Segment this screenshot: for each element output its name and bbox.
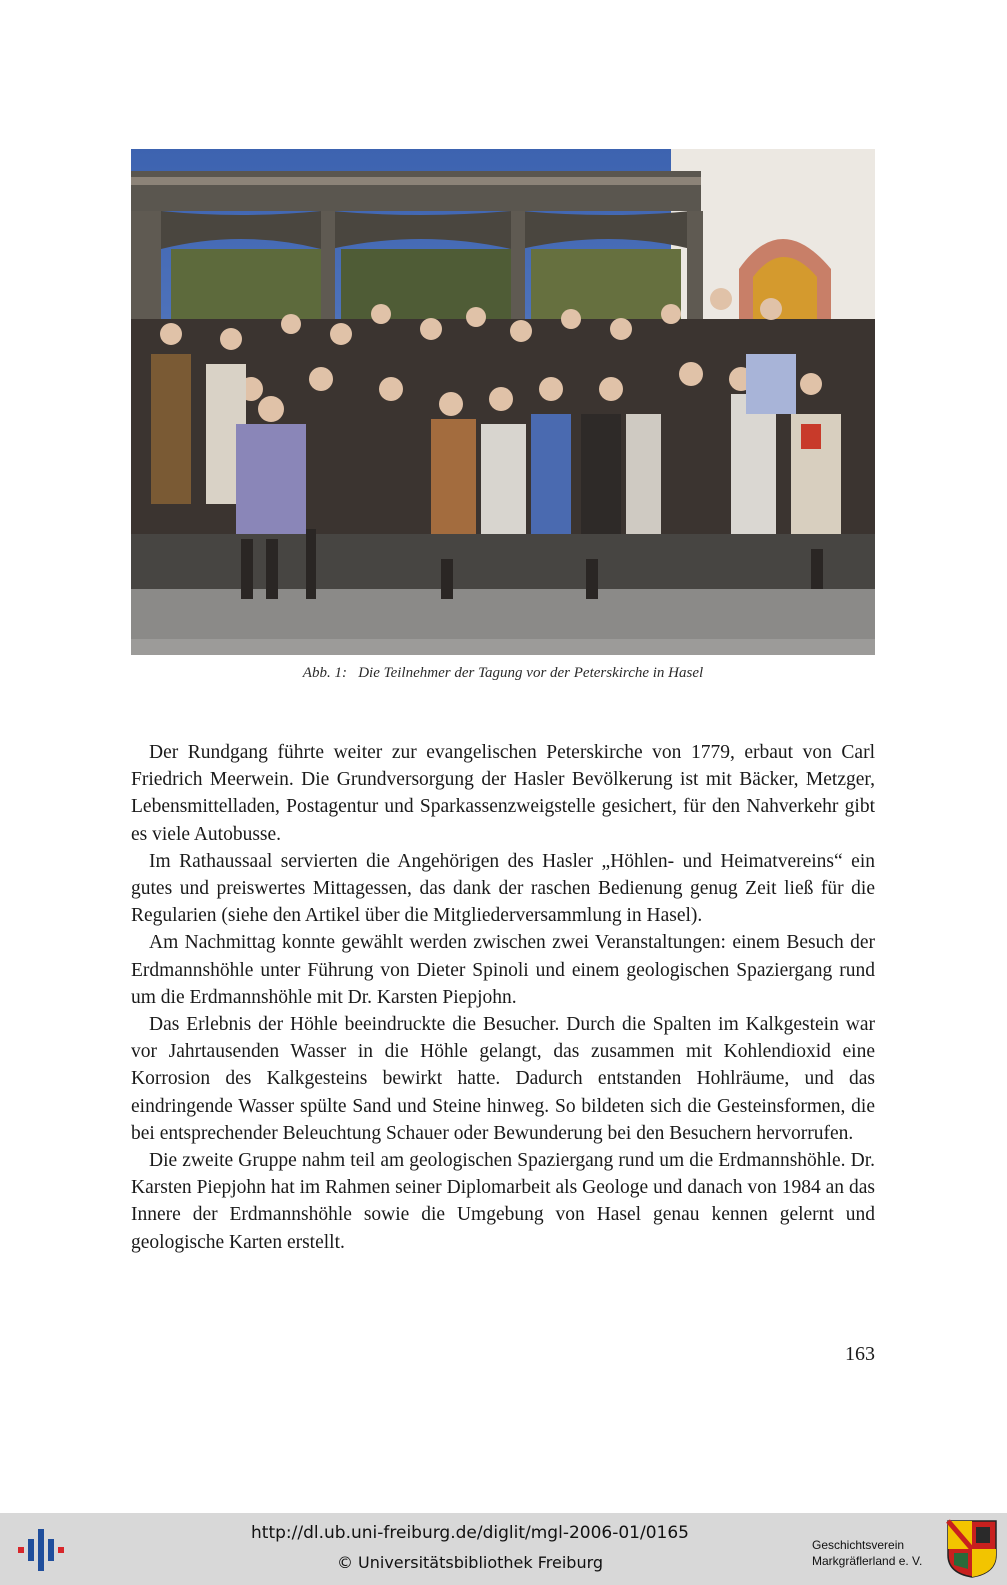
body-text [131, 739, 875, 1256]
library-logo-icon [14, 1525, 66, 1575]
paragraph: Der Rundgang führte weiter zur evangelischen Peterskirche von 1779, erbaut von Carl Friedrich Meerwein. Die Grundversorgung der Hasler Bevölkerung ist mit Bäcker, Metzger, Lebensmittelladen, Postagentur und Sparkassenzweigstelle gesichert, für den Nahverkehr gibt es viele Autobusse. [131, 742, 875, 845]
publisher-line-1: Geschichtsverein [812, 1538, 905, 1552]
group-photo [131, 149, 875, 655]
figure-caption-label: Abb. 1: [302, 665, 347, 681]
publisher-line-2: Markgräflerland e. V. [812, 1554, 923, 1568]
page-number: 163 [845, 1343, 875, 1365]
figure-caption [131, 665, 875, 682]
footer-url[interactable]: http://dl.ub.uni-freiburg.de/diglit/mgl-2006-01/0165 [251, 1523, 689, 1543]
group-photo-image [131, 149, 875, 655]
footer-copyright: © Universitätsbibliothek Freiburg [336, 1553, 604, 1572]
paragraph: Das Erlebnis der Höhle beeindruckte die Besucher. Durch die Spalten im Kalkgestein war vor Jahrtausenden Wasser in die Höhle gelangt, das zusammen mit Kohlendioxid eine Korrosion des Kalkgesteins bewirkt hatte. Dadurch entstanden Hohlräume, und das eindringende Wasser spülte Sand und Steine hinweg. So bildeten sich die Gesteinsformen, die bei entsprechender Beleuchtung Schauer oder Bewunderung bei den Besuchern hervorrufen. [131, 1014, 875, 1144]
paragraph: Die zweite Gruppe nahm teil am geologischen Spaziergang rund um die Erdmannshöhle. Dr. Karsten Piepjohn hat im Rahmen seiner Diplomarbeit als Geologe und danach von 1984 an das Innere der Erdmannshöhle sowie die Umgebung von Hasel genau kennen gelernt und geologische Karten erstellt. [131, 1150, 875, 1253]
figure-caption-text: Die Teilnehmer der Tagung vor der Peterskirche in Hasel [358, 665, 704, 681]
paragraph: Im Rathaussaal servierten die Angehörigen des Hasler „Höhlen- und Heimatvereins“ ein gutes und preiswertes Mittagessen, das dank der raschen Bedienung genug Zeit ließ für die Regularien (siehe den Artikel über die Mitgliederversammlung in Hasel). [131, 850, 875, 927]
publisher-name [812, 1537, 942, 1569]
coat-of-arms-icon [946, 1519, 998, 1579]
paragraph: Am Nachmittag konnte gewählt werden zwischen zwei Veranstaltungen: einem Besuch der Erdmannshöhle unter Führung von Dieter Spinoli und einem geologischen Spaziergang rund um die Erdmannshöhle mit Dr. Karsten Piepjohn. [131, 932, 875, 1008]
footer-bar [0, 1513, 1007, 1585]
